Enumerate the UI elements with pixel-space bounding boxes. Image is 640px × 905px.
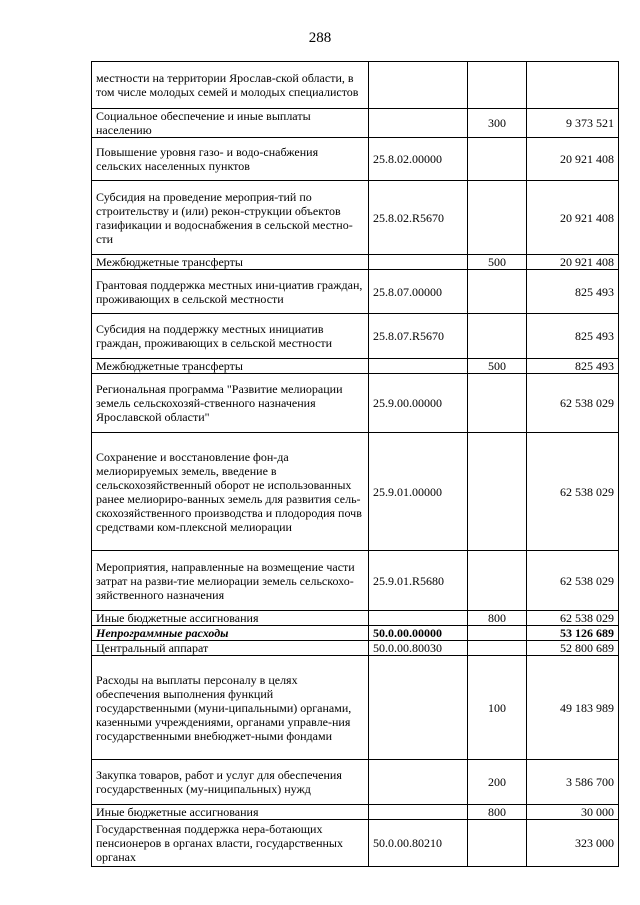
table-row (92, 109, 619, 138)
table-row (92, 626, 619, 641)
cell-name: Субсидия на поддержку местных инициатив граждан, проживающих в сельской местности (92, 314, 369, 359)
cell-name: Грантовая поддержка местных ини-циатив граждан, проживающих в сельской местности (92, 270, 369, 314)
table-row (92, 359, 619, 374)
cell-expense-type (468, 138, 527, 181)
cell-expense-type (468, 181, 527, 255)
cell-expense-type (468, 374, 527, 433)
page-number: 288 (308, 30, 332, 46)
cell-expense-type (468, 270, 527, 314)
cell-expense-type: 100 (468, 656, 527, 760)
cell-name: Закупка товаров, работ и услуг для обеспечения государственных (му-ниципальных) нужд (92, 760, 369, 805)
cell-target-code (369, 656, 468, 760)
cell-target-code: 50.0.00.80030 (369, 641, 468, 656)
cell-target-code (369, 109, 468, 138)
cell-name: Межбюджетные трансферты (92, 255, 369, 270)
table-row (92, 270, 619, 314)
cell-expense-type: 200 (468, 760, 527, 805)
cell-expense-type: 300 (468, 109, 527, 138)
table-row (92, 611, 619, 626)
cell-amount: 20 921 408 (527, 255, 619, 270)
table-row (92, 820, 619, 867)
cell-expense-type: 800 (468, 611, 527, 626)
cell-target-code: 25.8.07.00000 (369, 270, 468, 314)
table-row (92, 551, 619, 611)
cell-name: местности на территории Ярослав-ской области, в том числе молодых семей и молодых специалистов (92, 62, 369, 109)
cell-target-code (369, 805, 468, 820)
table-row (92, 255, 619, 270)
cell-amount: 49 183 989 (527, 656, 619, 760)
cell-target-code: 25.8.07.R5670 (369, 314, 468, 359)
cell-amount: 20 921 408 (527, 138, 619, 181)
cell-target-code: 50.0.00.80210 (369, 820, 468, 867)
cell-amount: 3 586 700 (527, 760, 619, 805)
cell-amount: 52 800 689 (527, 641, 619, 656)
cell-amount: 30 000 (527, 805, 619, 820)
table-row (92, 433, 619, 551)
table-row (92, 138, 619, 181)
cell-name: Расходы на выплаты персоналу в целях обеспечения выполнения функций государственными (муни-ципальными) органами, казенными учреждениями, органами управле-ния государственными внебюджет-ными фондами (92, 656, 369, 760)
cell-target-code (369, 359, 468, 374)
cell-name: Иные бюджетные ассигнования (92, 611, 369, 626)
cell-expense-type (468, 62, 527, 109)
cell-name: Межбюджетные трансферты (92, 359, 369, 374)
cell-target-code (369, 255, 468, 270)
cell-target-code: 25.9.01.00000 (369, 433, 468, 551)
cell-name: Социальное обеспечение и иные выплаты населению (92, 109, 369, 138)
cell-target-code (369, 62, 468, 109)
cell-expense-type: 500 (468, 359, 527, 374)
cell-amount: 62 538 029 (527, 611, 619, 626)
cell-amount (527, 62, 619, 109)
cell-expense-type: 500 (468, 255, 527, 270)
table-row (92, 181, 619, 255)
cell-target-code: 25.9.00.00000 (369, 374, 468, 433)
cell-target-code: 25.8.02.00000 (369, 138, 468, 181)
cell-expense-type (468, 551, 527, 611)
cell-expense-type (468, 314, 527, 359)
cell-expense-type (468, 820, 527, 867)
cell-expense-type: 800 (468, 805, 527, 820)
cell-amount: 62 538 029 (527, 433, 619, 551)
table-row (92, 314, 619, 359)
budget-table (91, 61, 619, 867)
cell-amount: 825 493 (527, 359, 619, 374)
cell-amount: 20 921 408 (527, 181, 619, 255)
cell-expense-type (468, 433, 527, 551)
cell-name: Субсидия на проведение мероприя-тий по строительству и (или) рекон-струкции объектов газификации и водоснабжения в сельской местно-сти (92, 181, 369, 255)
cell-name: Сохранение и восстановление фон-да мелиорируемых земель, введение в сельскохозяйственный оборот не использованных ранее мелиориро-ванных земель для развития сель-скохозяйственного производства и плодородия почв средствами ком-плексной мелиорации (92, 433, 369, 551)
table-row (92, 760, 619, 805)
cell-name: Региональная программа "Развитие мелиорации земель сельскохозяй-ственного назначения Ярославской области" (92, 374, 369, 433)
cell-name: Центральный аппарат (92, 641, 369, 656)
cell-name: Повышение уровня газо- и водо-снабжения сельских населенных пунктов (92, 138, 369, 181)
cell-target-code (369, 611, 468, 626)
cell-expense-type (468, 641, 527, 656)
table-row (92, 656, 619, 760)
cell-name: Непрограммные расходы (92, 626, 369, 641)
table-row (92, 805, 619, 820)
cell-amount: 825 493 (527, 270, 619, 314)
cell-target-code (369, 760, 468, 805)
cell-name: Государственная поддержка нера-ботающих пенсионеров в органах власти, государственных органах (92, 820, 369, 867)
cell-target-code: 50.0.00.00000 (369, 626, 468, 641)
cell-name: Иные бюджетные ассигнования (92, 805, 369, 820)
cell-name: Мероприятия, направленные на возмещение части затрат на разви-тие мелиорации земель сельскохо-зяйственного назначения (92, 551, 369, 611)
table-row (92, 641, 619, 656)
table-row (92, 62, 619, 109)
cell-amount: 323 000 (527, 820, 619, 867)
cell-target-code: 25.8.02.R5670 (369, 181, 468, 255)
table-row (92, 374, 619, 433)
cell-target-code: 25.9.01.R5680 (369, 551, 468, 611)
cell-amount: 62 538 029 (527, 374, 619, 433)
cell-amount: 53 126 689 (527, 626, 619, 641)
cell-amount: 825 493 (527, 314, 619, 359)
cell-amount: 62 538 029 (527, 551, 619, 611)
budget-table-body (92, 62, 619, 867)
cell-amount: 9 373 521 (527, 109, 619, 138)
cell-expense-type (468, 626, 527, 641)
